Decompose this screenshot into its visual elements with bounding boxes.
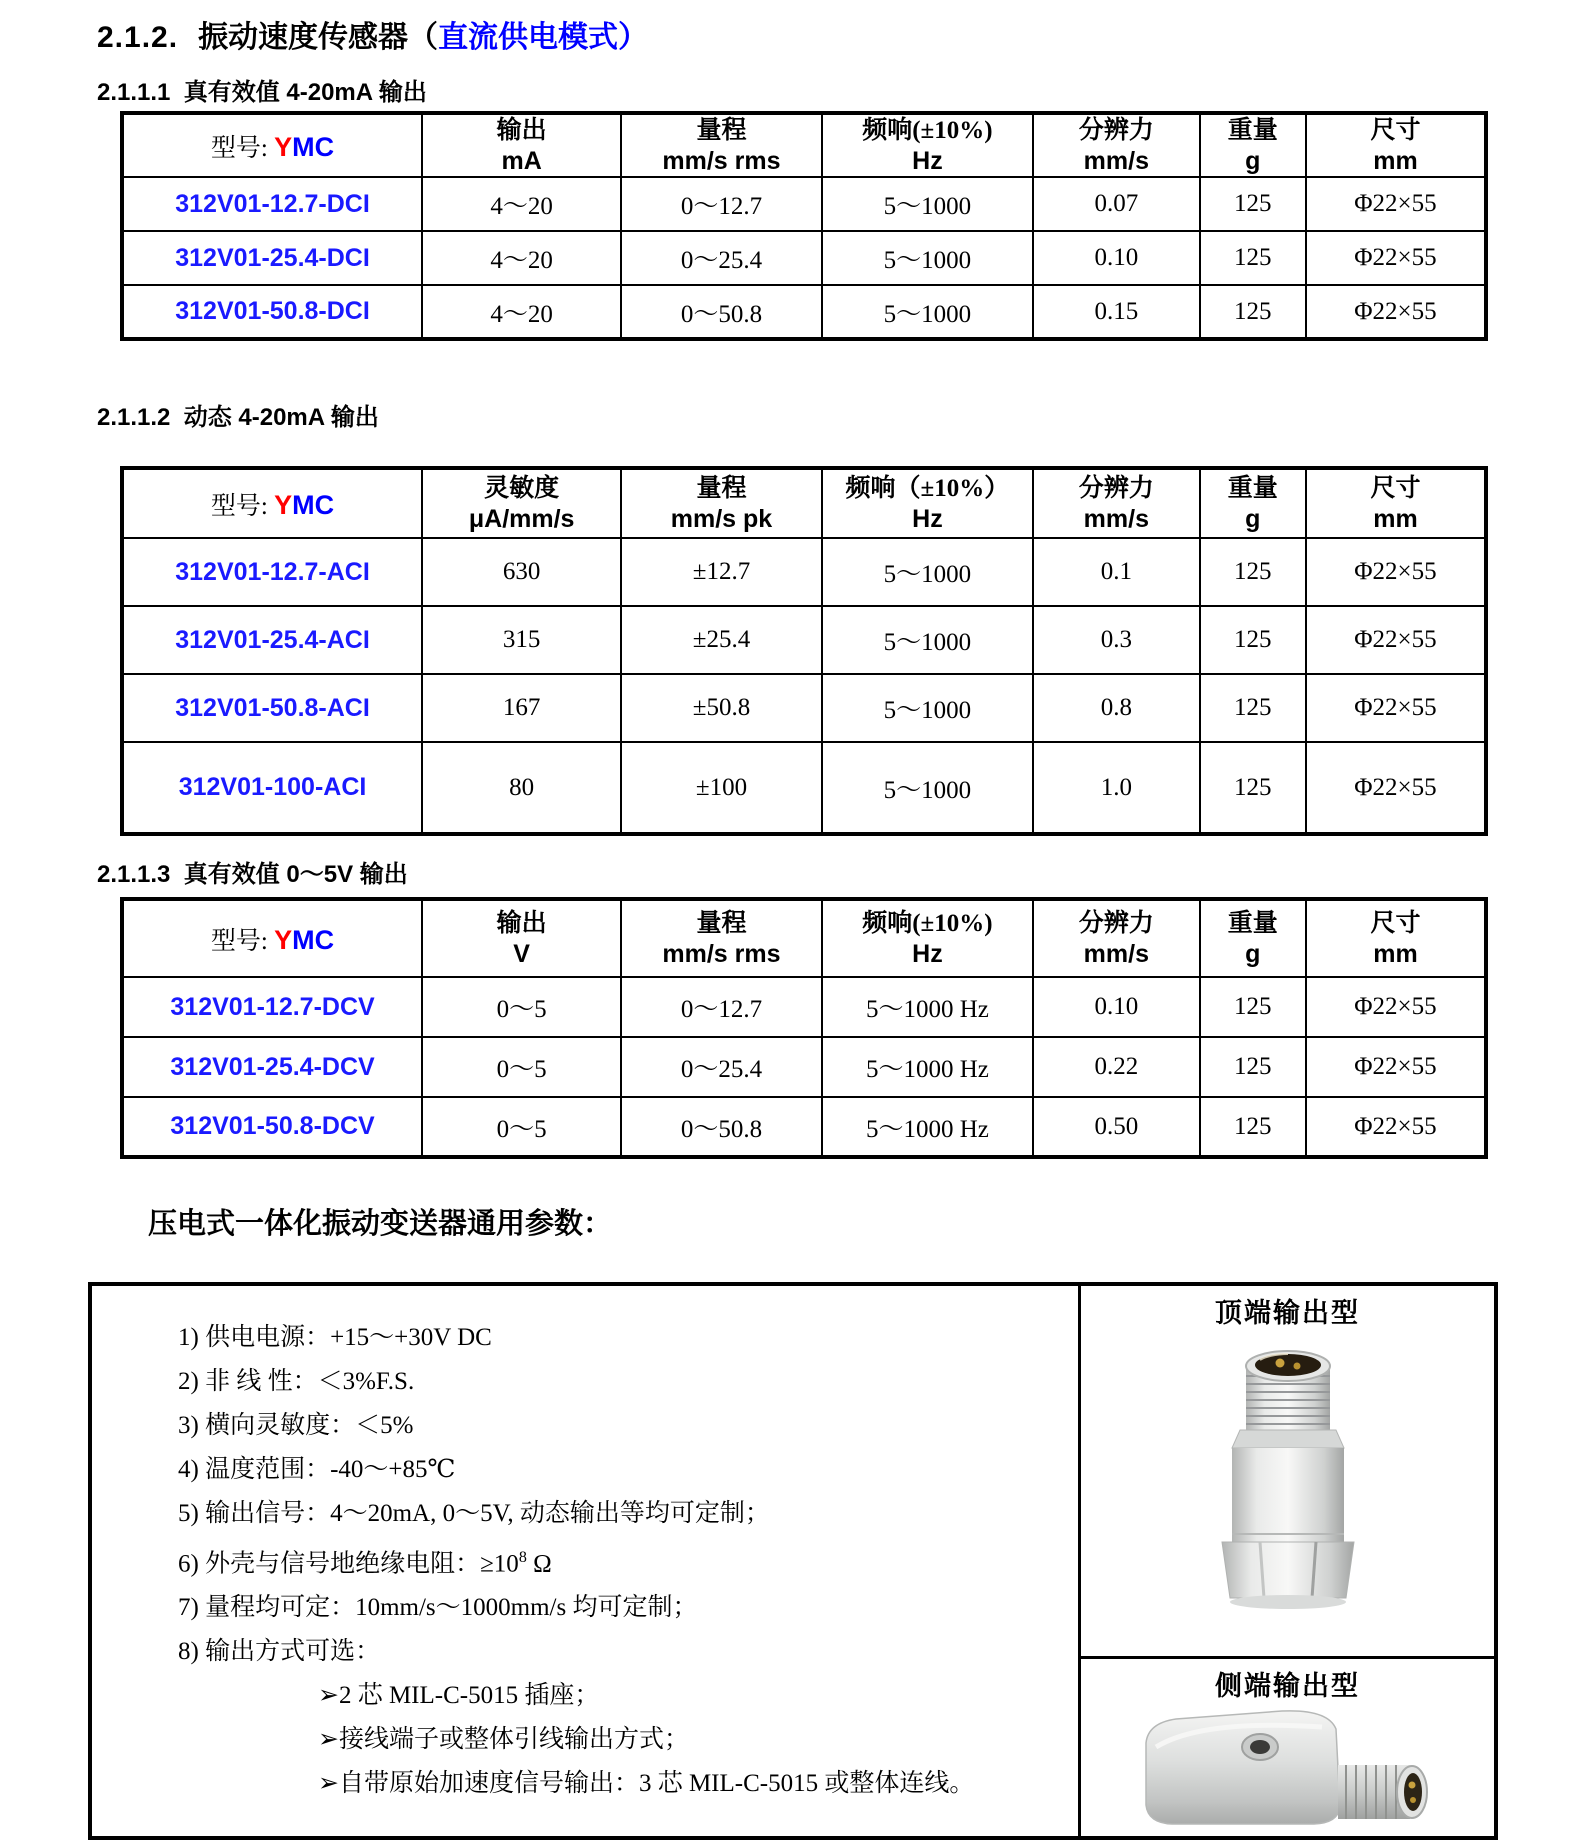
sensitivity-cell: 630 xyxy=(422,538,621,606)
param-item-nonlinearity: 2) 非 线 性：＜3%F.S. xyxy=(178,1368,415,1395)
resolution-cell: 0.3 xyxy=(1033,606,1199,674)
param-subitem-terminal-lead: ➢接线端子或整体引线输出方式； xyxy=(318,1726,689,1754)
table-row xyxy=(122,1097,1486,1157)
output-cell: 0～5 xyxy=(422,1097,621,1157)
general-params-box xyxy=(88,1282,1498,1840)
column-header-range: 量程 mm/s pk xyxy=(621,468,822,538)
column-header-range: 量程 mm/s rms xyxy=(621,113,822,177)
param-item-insulation: 6) 外壳与信号地绝缘电阻：$\ge 10^8$ Ω xyxy=(178,1549,552,1578)
size-cell: Φ22×55 xyxy=(1306,285,1486,339)
resolution-cell: 0.07 xyxy=(1033,177,1199,231)
column-header-resolution: 分辨力 mm/s xyxy=(1033,113,1199,177)
frequency-cell: 5～1000 xyxy=(822,231,1033,285)
size-cell: Φ22×55 xyxy=(1306,231,1486,285)
table-row xyxy=(122,1037,1486,1097)
section-heading-dynamic-current: 2.1.1.2 动态 4-20mA 输出 xyxy=(97,404,379,431)
output-cell: 4～20 xyxy=(422,177,621,231)
brand-letters-blue: MC xyxy=(292,489,335,520)
spec-table-true-rms-voltage xyxy=(120,897,1488,1159)
weight-cell: 125 xyxy=(1200,977,1306,1037)
frequency-cell: 5～1000 Hz xyxy=(822,977,1033,1037)
size-cell: Φ22×55 xyxy=(1306,977,1486,1037)
table-row xyxy=(122,977,1486,1037)
table-row xyxy=(122,742,1486,834)
column-header-weight: 重量 g xyxy=(1200,899,1306,977)
range-cell: ±12.7 xyxy=(621,538,822,606)
side-output-cell xyxy=(1081,1659,1494,1836)
size-cell: Φ22×55 xyxy=(1306,1097,1486,1157)
table-row xyxy=(122,538,1486,606)
top-output-cell xyxy=(1081,1286,1494,1659)
range-cell: 0～50.8 xyxy=(621,285,822,339)
brand-letters-blue: MC xyxy=(292,131,335,162)
sensitivity-cell: 80 xyxy=(422,742,621,834)
table-header-row xyxy=(122,899,1486,977)
range-cell: 0～50.8 xyxy=(621,1097,822,1157)
frequency-cell: 5～1000 xyxy=(822,177,1033,231)
weight-cell: 125 xyxy=(1200,285,1306,339)
resolution-cell: 0.10 xyxy=(1033,977,1199,1037)
param-item-power: 1) 供电电源：+15～+30V DC xyxy=(178,1324,492,1351)
page-title xyxy=(97,12,1587,56)
frequency-cell: 5～1000 Hz xyxy=(822,1037,1033,1097)
weight-cell: 125 xyxy=(1200,177,1306,231)
model-header-cell xyxy=(122,468,422,538)
model-label: 型号: xyxy=(210,134,275,162)
weight-cell: 125 xyxy=(1200,742,1306,834)
params-list xyxy=(92,1286,1078,1836)
weight-cell: 125 xyxy=(1200,1097,1306,1157)
resolution-cell: 0.1 xyxy=(1033,538,1199,606)
model-cell: 312V01-12.7-DCI xyxy=(122,177,422,231)
side-output-sensor-image xyxy=(1132,1707,1444,1829)
brand-letters-blue: MC xyxy=(292,924,335,955)
section-number: 2.1.2. xyxy=(97,21,179,54)
param-subitem-raw-accel: ➢自带原始加速度信号输出：3 芯 MIL-C-5015 或整体连线。 xyxy=(318,1770,975,1798)
weight-cell: 125 xyxy=(1200,231,1306,285)
sensitivity-cell: 167 xyxy=(422,674,621,742)
model-cell: 312V01-25.4-DCV xyxy=(122,1037,422,1097)
weight-cell: 125 xyxy=(1200,606,1306,674)
table-header-row xyxy=(122,468,1486,538)
table-row xyxy=(122,177,1486,231)
frequency-cell: 5～1000 xyxy=(822,674,1033,742)
size-cell: Φ22×55 xyxy=(1306,742,1486,834)
size-cell: Φ22×55 xyxy=(1306,674,1486,742)
model-label: 型号: xyxy=(210,927,275,955)
model-cell: 312V01-50.8-DCI xyxy=(122,285,422,339)
output-cell: 4～20 xyxy=(422,231,621,285)
column-header-frequency: 频响(±10%) Hz xyxy=(822,899,1033,977)
page-title-text: 振动速度传感器（ xyxy=(198,21,439,54)
column-header-size: 尺寸 mm xyxy=(1306,468,1486,538)
model-cell: 312V01-50.8-DCV xyxy=(122,1097,422,1157)
range-cell: ±100 xyxy=(621,742,822,834)
size-cell: Φ22×55 xyxy=(1306,538,1486,606)
param-item-output-signal: 5) 输出信号：4～20mA, 0～5V, 动态输出等均可定制； xyxy=(178,1500,770,1527)
column-header-weight: 重量 g xyxy=(1200,113,1306,177)
param-item-output-options: 8) 输出方式可选： xyxy=(178,1638,381,1666)
frequency-cell: 5～1000 xyxy=(822,538,1033,606)
table-row xyxy=(122,231,1486,285)
side-output-label: 侧端输出型 xyxy=(1215,1671,1360,1701)
datasheet-page xyxy=(0,12,1587,1821)
table-header-row xyxy=(122,113,1486,177)
model-cell: 312V01-12.7-DCV xyxy=(122,977,422,1037)
column-header-resolution: 分辨力 mm/s xyxy=(1033,899,1199,977)
brand-letter-red: Y xyxy=(274,924,293,955)
model-cell: 312V01-25.4-ACI xyxy=(122,606,422,674)
brand-letter-red: Y xyxy=(274,131,293,162)
range-cell: 0～25.4 xyxy=(621,231,822,285)
weight-cell: 125 xyxy=(1200,1037,1306,1097)
column-header-weight: 重量 g xyxy=(1200,468,1306,538)
output-cell: 0～5 xyxy=(422,1037,621,1097)
resolution-cell: 1.0 xyxy=(1033,742,1199,834)
frequency-cell: 5～1000 xyxy=(822,742,1033,834)
model-header-cell xyxy=(122,899,422,977)
size-cell: Φ22×55 xyxy=(1306,177,1486,231)
table-row xyxy=(122,606,1486,674)
frequency-cell: 5～1000 Hz xyxy=(822,1097,1033,1157)
model-cell: 312V01-100-ACI xyxy=(122,742,422,834)
range-cell: ±50.8 xyxy=(621,674,822,742)
table-row xyxy=(122,674,1486,742)
column-header-range: 量程 mm/s rms xyxy=(621,899,822,977)
product-images-panel xyxy=(1078,1286,1494,1836)
column-header-output: 输出 mA xyxy=(422,113,621,177)
column-header-resolution: 分辨力 mm/s xyxy=(1033,468,1199,538)
range-cell: 0～12.7 xyxy=(621,177,822,231)
spec-table-true-rms-current xyxy=(120,111,1488,341)
range-cell: 0～12.7 xyxy=(621,977,822,1037)
general-params-heading: 压电式一体化振动变送器通用参数： xyxy=(148,1208,613,1240)
size-cell: Φ22×55 xyxy=(1306,606,1486,674)
model-cell: 312V01-12.7-ACI xyxy=(122,538,422,606)
output-cell: 0～5 xyxy=(422,977,621,1037)
output-cell: 4～20 xyxy=(422,285,621,339)
model-header-cell xyxy=(122,113,422,177)
resolution-cell: 0.50 xyxy=(1033,1097,1199,1157)
column-header-frequency: 频响(±10%) Hz xyxy=(822,113,1033,177)
spec-table-dynamic-current xyxy=(120,466,1488,836)
weight-cell: 125 xyxy=(1200,674,1306,742)
brand-letter-red: Y xyxy=(274,489,293,520)
model-cell: 312V01-25.4-DCI xyxy=(122,231,422,285)
column-header-size: 尺寸 mm xyxy=(1306,113,1486,177)
top-output-label: 顶端输出型 xyxy=(1215,1298,1360,1328)
model-cell: 312V01-50.8-ACI xyxy=(122,674,422,742)
section-heading-true-rms-current: 2.1.1.1 真有效值 4-20mA 输出 xyxy=(97,79,427,106)
param-item-transverse: 3) 横向灵敏度：＜5% xyxy=(178,1412,414,1439)
range-cell: ±25.4 xyxy=(621,606,822,674)
sensitivity-cell: 315 xyxy=(422,606,621,674)
param-item-range-custom: 7) 量程均可定：10mm/s～1000mm/s 均可定制； xyxy=(178,1594,698,1622)
resolution-cell: 0.15 xyxy=(1033,285,1199,339)
column-header-frequency: 频响（±10%） Hz xyxy=(822,468,1033,538)
column-header-output: 输出 V xyxy=(422,899,621,977)
frequency-cell: 5～1000 xyxy=(822,285,1033,339)
frequency-cell: 5～1000 xyxy=(822,606,1033,674)
range-cell: 0～25.4 xyxy=(621,1037,822,1097)
column-header-size: 尺寸 mm xyxy=(1306,899,1486,977)
param-item-temperature: 4) 温度范围：-40～+85℃ xyxy=(178,1456,456,1483)
param-subitem-connector-2pin: ➢2 芯 MIL-C-5015 插座； xyxy=(318,1682,600,1710)
weight-cell: 125 xyxy=(1200,538,1306,606)
model-label: 型号: xyxy=(210,492,275,520)
size-cell: Φ22×55 xyxy=(1306,1037,1486,1097)
resolution-cell: 0.8 xyxy=(1033,674,1199,742)
section-heading-true-rms-voltage: 2.1.1.3 真有效值 0～5V 输出 xyxy=(97,861,408,888)
top-output-sensor-image xyxy=(1184,1336,1392,1632)
superscript-exponent: 8 xyxy=(518,1549,527,1566)
page-title-highlight: 直流供电模式） xyxy=(438,21,649,54)
column-header-sensitivity: 灵敏度 μA/mm/s xyxy=(422,468,621,538)
table-row xyxy=(122,285,1486,339)
resolution-cell: 0.22 xyxy=(1033,1037,1199,1097)
resolution-cell: 0.10 xyxy=(1033,231,1199,285)
